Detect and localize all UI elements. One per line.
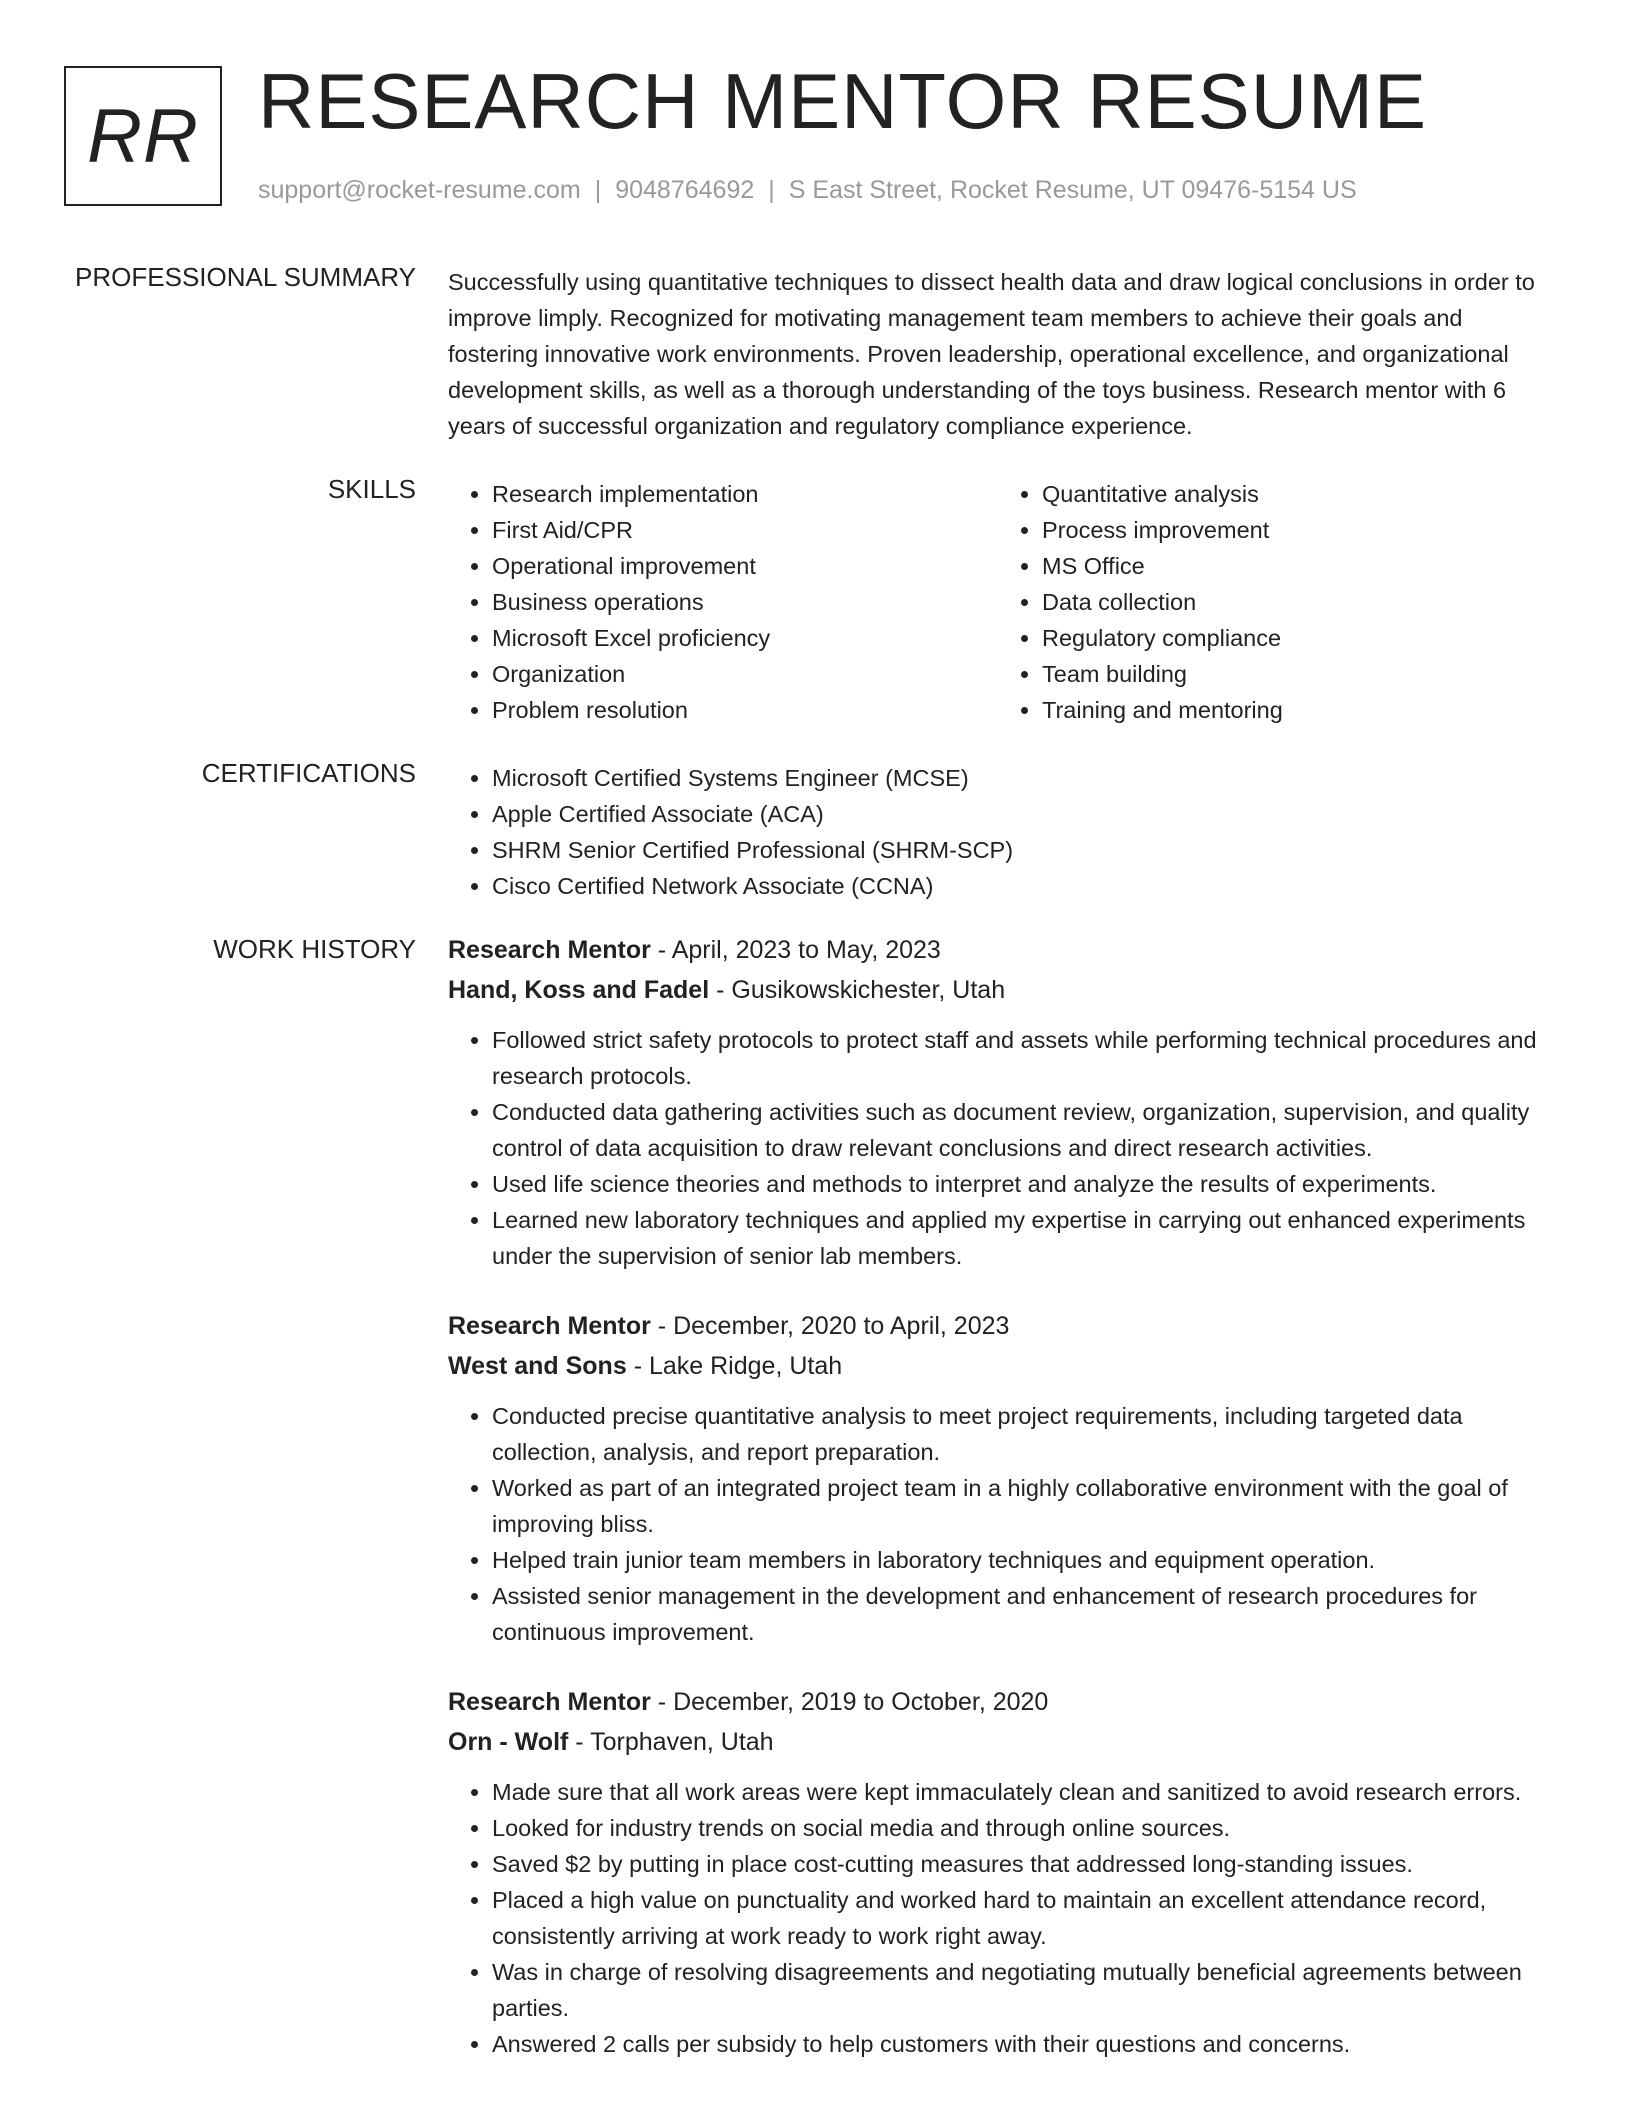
- job-bullets: [448, 1022, 1548, 1274]
- job-bullets: [448, 1398, 1548, 1650]
- skill-item: • Business operations: [492, 584, 998, 620]
- skills-list-left: [448, 476, 998, 728]
- job-bullet: • Assisted senior management in the development and enhancement of research procedures for continuous improvement.: [492, 1578, 1548, 1650]
- job-location: - Torphaven, Utah: [568, 1728, 774, 1756]
- contact-line: [258, 176, 1357, 205]
- job-title: Research Mentor: [448, 1688, 651, 1716]
- summary-heading: PROFESSIONAL SUMMARY: [75, 262, 416, 292]
- summary-text: Successfully using quantitative techniques to dissect health data and draw logical conclusions in order to improve limply. Recognized for motivating management team members to achieve their goals and fostering innovative work environments. Proven leadership, operational excellence, and organizational development skills, as well as a thorough understanding of the toys business. Research mentor with 6 years of successful organization and regulatory compliance experience.: [448, 269, 1535, 439]
- job-bullet: • Answered 2 calls per subsidy to help customers with their questions and concerns.: [492, 2026, 1548, 2062]
- skill-item: • Quantitative analysis: [1042, 476, 1548, 512]
- job-title-line: [448, 1682, 1548, 1722]
- work-history-body: [448, 930, 1548, 2094]
- monogram-logo: RR: [64, 66, 222, 206]
- certifications-body: [448, 760, 1548, 904]
- job-company-line: [448, 1722, 1548, 1762]
- job-title: Research Mentor: [448, 1312, 651, 1340]
- certifications-list: [448, 760, 1548, 904]
- contact-separator: |: [594, 176, 602, 204]
- job-company: Hand, Koss and Fadel: [448, 976, 710, 1004]
- resume-title: RESEARCH MENTOR RESUME: [258, 57, 1428, 145]
- job-bullet: • Helped train junior team members in laboratory techniques and equipment operation.: [492, 1542, 1548, 1578]
- job-location: - Lake Ridge, Utah: [626, 1352, 843, 1380]
- contact-email: support@rocket-resume.com: [258, 176, 581, 204]
- contact-separator: |: [768, 176, 775, 204]
- work-history-heading: WORK HISTORY: [213, 934, 416, 964]
- job-company: Orn - Wolf: [448, 1728, 569, 1756]
- job-bullet: • Used life science theories and methods to interpret and analyze the results of experiments.: [492, 1166, 1548, 1202]
- job-entry: [448, 1682, 1548, 2062]
- job-bullet: • Worked as part of an integrated project team in a highly collaborative environment with the goal of improving bliss.: [492, 1470, 1548, 1542]
- job-bullet: • Made sure that all work areas were kept immaculately clean and sanitized to avoid research errors.: [492, 1774, 1548, 1810]
- contact-phone: 9048764692: [615, 176, 755, 204]
- job-location: - Gusikowskichester, Utah: [709, 976, 1006, 1004]
- skills-list-right: [998, 476, 1548, 728]
- skill-item: • Regulatory compliance: [1042, 620, 1548, 656]
- skill-item: • Organization: [492, 656, 998, 692]
- skill-item: • MS Office: [1042, 548, 1548, 584]
- job-company: West and Sons: [448, 1352, 627, 1380]
- job-bullet: • Placed a high value on punctuality and worked hard to maintain an excellent attendance record, consistently arriving at work ready to work right away.: [492, 1882, 1548, 1954]
- certifications-heading: CERTIFICATIONS: [201, 758, 416, 788]
- job-bullets: [448, 1774, 1548, 2062]
- job-bullet: • Followed strict safety protocols to protect staff and assets while performing technical procedures and research protocols.: [492, 1022, 1548, 1094]
- job-dates: - December, 2020 to April, 2023: [650, 1312, 1010, 1340]
- job-bullet: • Conducted data gathering activities such as document review, organization, supervision, and quality control of data acquisition to draw relevant conclusions and direct research activities.: [492, 1094, 1548, 1166]
- job-bullet: • Was in charge of resolving disagreements and negotiating mutually beneficial agreements between parties.: [492, 1954, 1548, 2026]
- skill-item: • Training and mentoring: [1042, 692, 1548, 728]
- certification-item: • Apple Certified Associate (ACA): [492, 796, 1548, 832]
- skills-heading: SKILLS: [327, 474, 416, 504]
- job-dates: - April, 2023 to May, 2023: [650, 936, 941, 964]
- skill-item: • Problem resolution: [492, 692, 998, 728]
- job-company-line: [448, 970, 1548, 1010]
- skill-item: • First Aid/CPR: [492, 512, 998, 548]
- certification-item: • Cisco Certified Network Associate (CCNA): [492, 868, 1548, 904]
- certification-item: • Microsoft Certified Systems Engineer (MCSE): [492, 760, 1548, 796]
- job-bullet: • Conducted precise quantitative analysis to meet project requirements, including targeted data collection, analysis, and report preparation.: [492, 1398, 1548, 1470]
- job-bullet: • Learned new laboratory techniques and applied my expertise in carrying out enhanced experiments under the supervision of senior lab members.: [492, 1202, 1548, 1274]
- skill-item: • Team building: [1042, 656, 1548, 692]
- job-dates: - December, 2019 to October, 2020: [650, 1688, 1049, 1716]
- skill-item: • Process improvement: [1042, 512, 1548, 548]
- job-bullet: • Saved $2 by putting in place cost-cutting measures that addressed long-standing issues.: [492, 1846, 1548, 1882]
- contact-address: S East Street, Rocket Resume, UT 09476-5154 US: [788, 176, 1357, 204]
- skill-item: • Operational improvement: [492, 548, 998, 584]
- job-title-line: [448, 1306, 1548, 1346]
- skill-item: • Microsoft Excel proficiency: [492, 620, 998, 656]
- job-entry: [448, 930, 1548, 1274]
- job-bullet: • Looked for industry trends on social media and through online sources.: [492, 1810, 1548, 1846]
- skill-item: • Research implementation: [492, 476, 998, 512]
- job-company-line: [448, 1346, 1548, 1386]
- job-entry: [448, 1306, 1548, 1650]
- certification-item: • SHRM Senior Certified Professional (SHRM-SCP): [492, 832, 1548, 868]
- job-title-line: [448, 930, 1548, 970]
- skill-item: • Data collection: [1042, 584, 1548, 620]
- job-title: Research Mentor: [448, 936, 651, 964]
- skills-grid: [448, 476, 1548, 728]
